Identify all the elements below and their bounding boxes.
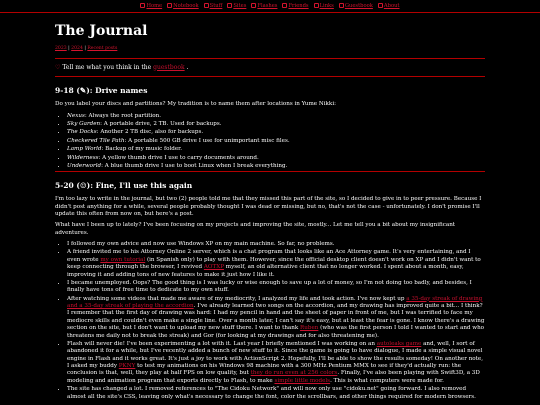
drive-desc: : A yellow thumb drive I use to carry documents around. xyxy=(98,154,259,161)
drive-desc: : Always the root partition. xyxy=(84,112,162,119)
drive-name: Checkered Tile Path xyxy=(67,137,125,144)
text-span: . This is what computers were made for. xyxy=(330,377,444,384)
text-span: . Finally, I've also been playing with Swift3D, a 3D modeling and animation program that exports directly to Flash, to make xyxy=(67,370,480,384)
nav-label: Sites xyxy=(233,2,247,9)
text-span: (in Spanish only) to play with them. However, since the official desktop client doesn't work on XP and I didn't want to keep connecting through the browser, I revived xyxy=(67,256,481,271)
nav-stuff[interactable] xyxy=(204,3,223,10)
divider xyxy=(55,58,485,59)
list-item: • I followed my own advice and now use Windows XP on my main machine. So far, no problems. xyxy=(67,241,485,248)
list-item xyxy=(67,138,485,145)
post-paragraph: What have I been up to lately? I've been focusing on my projects and improving the site, mostly... Let me tell you a bit about my insignificant adventures. xyxy=(55,222,456,236)
text-span: myself, an old alternative client that no longer worked. I spent about a month, easy, improving it and adding tons of new features to make it just how I like it. xyxy=(67,264,464,278)
list-item xyxy=(67,249,485,279)
divider xyxy=(55,76,485,77)
game-link[interactable]: autoleaks game xyxy=(376,340,422,347)
post-heading: 5-20 (☺): Fine, I'll use this again xyxy=(55,181,193,191)
aotxp-link[interactable]: AOTXP xyxy=(203,264,224,271)
year-2023-link[interactable]: 2023 xyxy=(55,46,67,52)
nav-friends[interactable] xyxy=(282,3,308,10)
text-span: and, well, I sort of abandoned it for a while, but I've recently added a bunch of new stuff to it. Since the game is going to have dialogue, I made a simple visual novel engine in Flash and it works great. It's just a joy to work with ActionScript 2. Hopefully, I'll be able to show the results someday! On another note, I asked my buddy xyxy=(67,340,483,370)
top-navigation xyxy=(0,0,540,13)
nav-label: Flashes xyxy=(257,2,278,9)
colors-link[interactable]: they do run even at 256 colors xyxy=(250,370,338,377)
year-2024-link[interactable]: 2024 xyxy=(71,46,83,52)
heart-icon: ♡ xyxy=(55,63,61,71)
drive-name: Nexus xyxy=(67,112,85,119)
list-item xyxy=(67,121,485,128)
drive-list xyxy=(55,113,485,171)
drive-desc: : A blue thumb drive I use to boot Linux when I break everything. xyxy=(101,162,288,169)
guestbook-link[interactable]: guestbook xyxy=(153,63,185,71)
about-icon xyxy=(378,3,383,8)
notebook-icon xyxy=(167,3,172,8)
nav-sites[interactable] xyxy=(227,3,246,10)
feedback-suffix: . xyxy=(186,63,189,71)
drive-name: Sky Garden xyxy=(67,121,101,128)
post-paragraph: Do you label your discs and partitions? My tradition is to name them after locations in Yume Nikki: xyxy=(55,101,336,108)
nav-label: Stuff xyxy=(209,2,223,9)
nav-label: Notebook xyxy=(173,2,199,9)
feedback-note xyxy=(55,64,485,72)
drive-desc: : Backup of my music folder. xyxy=(101,146,182,153)
list-item: • I became unemployed. Oops? The good thing is I was lucky or wise enough to save up a lot of money, so I'm not doing too badly, and besides, I finally have tons of free time to dedicate to my own stuff. xyxy=(67,280,485,295)
adventure-list xyxy=(55,241,485,401)
friends-icon xyxy=(282,3,287,8)
guestbook-icon xyxy=(339,3,344,8)
text-span: Flash will never die! I've been experimenting a lot with it. Last year I briefly mentioned I was working on an xyxy=(67,340,377,347)
year-links: 2023 | 2024 | Recent posts xyxy=(55,46,118,52)
home-icon xyxy=(140,3,145,8)
nav-home[interactable] xyxy=(140,3,162,10)
text-span: A friend invited me to his Attorney Online 2 server, which is a chat program that looks like an Ace Attorney game. It's very entertaining, and I even wrote xyxy=(67,249,471,263)
list-item: • The site has changed a lot. I removed references to "The Cidoku Network" and will now only use "cidoku.net" going forward. I also removed almost all the site's CSS, leaving only what's necessary to change the font, color the scrollbars, and other things required for modern browsers. xyxy=(67,386,485,401)
text-span: After watching some videos that made me aware of my mediocrity, I analyzed my life and took action. I've now kept up xyxy=(67,295,407,302)
list-item xyxy=(67,296,485,340)
drive-name: Underworld xyxy=(67,162,102,169)
post-paragraph: I'm too lazy to write in the journal, but two (2) people told me that they missed this part of the site, so I decided to give in to peer pressure. Because I didn't post anything for a while, several people probably thought I was dead or missing, but no, that's not the case - unfortunately. I don't promise I'll update this often from now on, but here's a post. xyxy=(55,196,482,217)
drive-name: The Docks xyxy=(67,129,97,136)
nav-guestbook[interactable] xyxy=(339,3,373,10)
nav-label: Links xyxy=(319,2,334,9)
drive-desc: : Another 2 TB disc, also for backups. xyxy=(96,129,204,136)
list-item xyxy=(67,155,485,162)
nav-label: Friends xyxy=(288,2,309,9)
drive-desc: : A portable 500 GB drive I use for unimportant misc files. xyxy=(124,137,290,144)
ruben-link[interactable]: Ruben xyxy=(300,325,319,332)
page-title: The Journal xyxy=(55,23,148,39)
nav-notebook[interactable] xyxy=(167,3,199,10)
nav-links[interactable] xyxy=(314,3,334,10)
text-span: . I've already learned two songs on the accordion, and my drawing has improved quite a bit... I think? I remember that the first day of drawing was hard: I had my pencil in hand and the sheet of paper in front of me, but I was terrified to face my mediocre skills and couldn't even make a single line. Over a month later, I can't say it's easy, but at least the fear is gone. I know there's a drawing section on the site, but I don't want to upload my new stuff there. I want to thank xyxy=(67,303,485,332)
flashes-icon xyxy=(251,3,256,8)
recent-posts-link[interactable]: Recent posts xyxy=(87,46,118,52)
stuff-icon xyxy=(204,3,209,8)
text-span: to test my animations on his Windows 98 machine with a 300 MHz Pentium MMX to see if they'd actually run: the conclusion is that, well, they play at half FPS on low quality, but xyxy=(67,363,462,377)
nav-label: Guestbook xyxy=(344,2,373,9)
sites-icon xyxy=(227,3,232,8)
divider xyxy=(55,171,485,172)
nav-about[interactable] xyxy=(378,3,400,10)
tutorial-link[interactable]: my own tutorial xyxy=(100,256,146,263)
nav-label: About xyxy=(383,2,400,9)
post-heading: 9-18 (✎): Drive names xyxy=(55,86,148,96)
feedback-prefix: Tell me what you think in the xyxy=(62,63,152,71)
list-item xyxy=(67,146,485,153)
links-icon xyxy=(314,3,319,8)
pkny-link[interactable]: PKNY xyxy=(118,363,136,370)
drive-desc: : A portable drive, 2 TB. Used for backups. xyxy=(100,121,222,128)
list-item xyxy=(67,129,485,136)
drive-name: Wilderness xyxy=(67,154,99,161)
streak-link[interactable]: a 35-day streak of drawing and a 35-day streak of playing the accordion xyxy=(67,295,483,310)
main-content xyxy=(0,22,540,401)
drive-name: Lamp World xyxy=(67,146,102,153)
list-item xyxy=(67,341,485,385)
list-item xyxy=(67,113,485,120)
list-item xyxy=(67,163,485,170)
models-link[interactable]: simple little models xyxy=(274,377,331,384)
text-span: (who was the first person I told I wanted to start and who threatens me daily not to break the streak) and Gor (for looking at my drawings and for also threatening me). xyxy=(67,325,485,339)
nav-flashes[interactable] xyxy=(251,3,277,10)
nav-label: Home xyxy=(146,2,163,9)
